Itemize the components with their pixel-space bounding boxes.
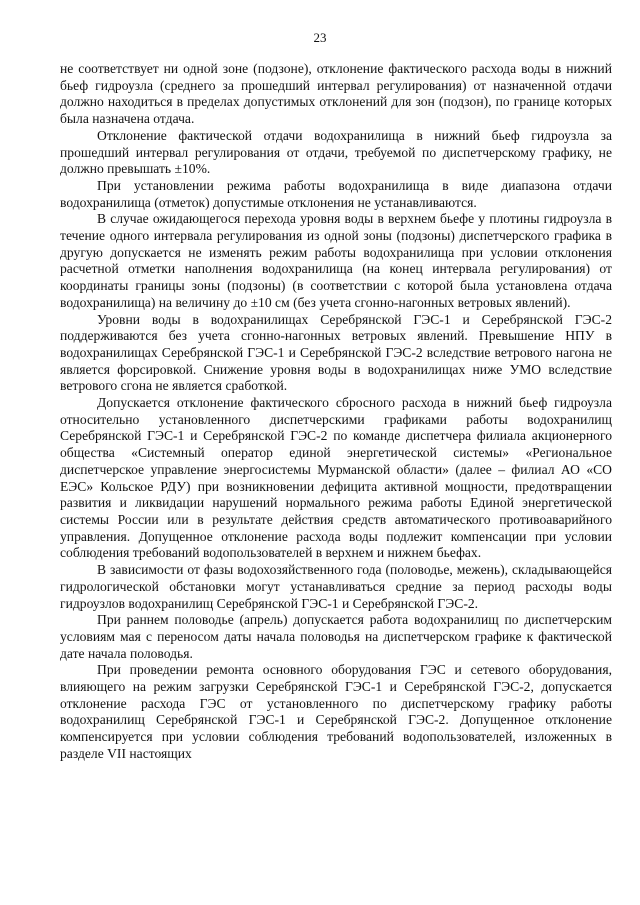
paragraph: Допускается отклонение фактического сбросного расхода в нижний бьеф гидроузла относительно установленного диспетчерскими графиками работы водохранилищ Серебрянской ГЭС-1 и Серебрянской ГЭС-2 по команде диспетчера филиала акционерного общества «Системный оператор единой энергетической системы» «Региональное диспетчерское управление энергосистемы Мурманской области» (далее – филиал АО «СО ЕЭС» Кольское РДУ) при возникновении дефицита активной мощности, предотвращении развития и ликвидации нарушений нормального режима работы Единой энергетической системы России или в результате действия средств автоматического противоаварийного управления. Допущенное отклонение расхода воды подлежит компенсации при условии соблюдения требований водопользователей в верхнем и нижнем бьефах. xyxy=(60,395,612,561)
paragraph: При раннем половодье (апрель) допускается работа водохранилищ по диспетчерским условиям мая с переносом даты начала половодья на диспетчерском графике к фактической дате начала половодья. xyxy=(60,612,612,661)
paragraph: В зависимости от фазы водохозяйственного года (половодье, межень), складывающейся гидрологической обстановки могут устанавливаться средние за период расходы воды гидроузлов водохранилищ Серебрянской ГЭС-1 и Серебрянской ГЭС-2. xyxy=(60,562,612,611)
paragraph: В случае ожидающегося перехода уровня воды в верхнем бьефе у плотины гидроузла в течение одного интервала регулирования из одной зоны (подзоны) диспетчерского графика в другую допускается не изменять режим работы водохранилища при условии отклонения расчетной отметки наполнения водохранилища (на конец интервала регулирования) от координаты границы зоны (подзоны) (в соответствии с которой была установлена отдача водохранилища) на величину до ±10 см (без учета сгонно-нагонных ветровых явлений). xyxy=(60,211,612,310)
paragraph-continuation: не соответствует ни одной зоне (подзоне), отклонение фактического расхода воды в нижний бьеф гидроузла (среднего за прошедший интервал регулирования) от назначенной отдачи должно находиться в пределах допустимых отклонений для зон (подзон), по границе которых была назначена отдача. xyxy=(60,61,612,127)
page-number: 23 xyxy=(313,30,327,45)
paragraph: При проведении ремонта основного оборудования ГЭС и сетевого оборудования, влияющего на режим загрузки Серебрянской ГЭС-1 и Серебрянской ГЭС-2, допускается отклонение расхода ГЭС от установленного по диспетчерскому графику работы водохранилищ Серебрянской ГЭС-1 и Серебрянской ГЭС-2. Допущенное отклонение компенсируется при условии соблюдения требований водопользователей, изложенных в разделе VII настоящих xyxy=(60,662,612,761)
paragraph: Уровни воды в водохранилищах Серебрянской ГЭС-1 и Серебрянской ГЭС-2 поддерживаются без учета сгонно-нагонных ветровых явлений. Превышение НПУ в водохранилищах Серебрянской ГЭС-1 и Серебрянской ГЭС-2 вследствие ветрового нагона не является форсировкой. Снижение уровня воды в водохранилищах ниже УМО вследствие ветрового сгона не является сработкой. xyxy=(60,311,612,394)
body-text xyxy=(60,61,612,763)
paragraph: При установлении режима работы водохранилища в виде диапазона отдачи водохранилища (отметок) допустимые отклонения не устанавливаются. xyxy=(60,177,612,210)
paragraph: Отклонение фактической отдачи водохранилища в нижний бьеф гидроузла за прошедший интервал регулирования от отдачи, требуемой по диспетчерскому графику, не должно превышать ±10%. xyxy=(60,127,612,177)
